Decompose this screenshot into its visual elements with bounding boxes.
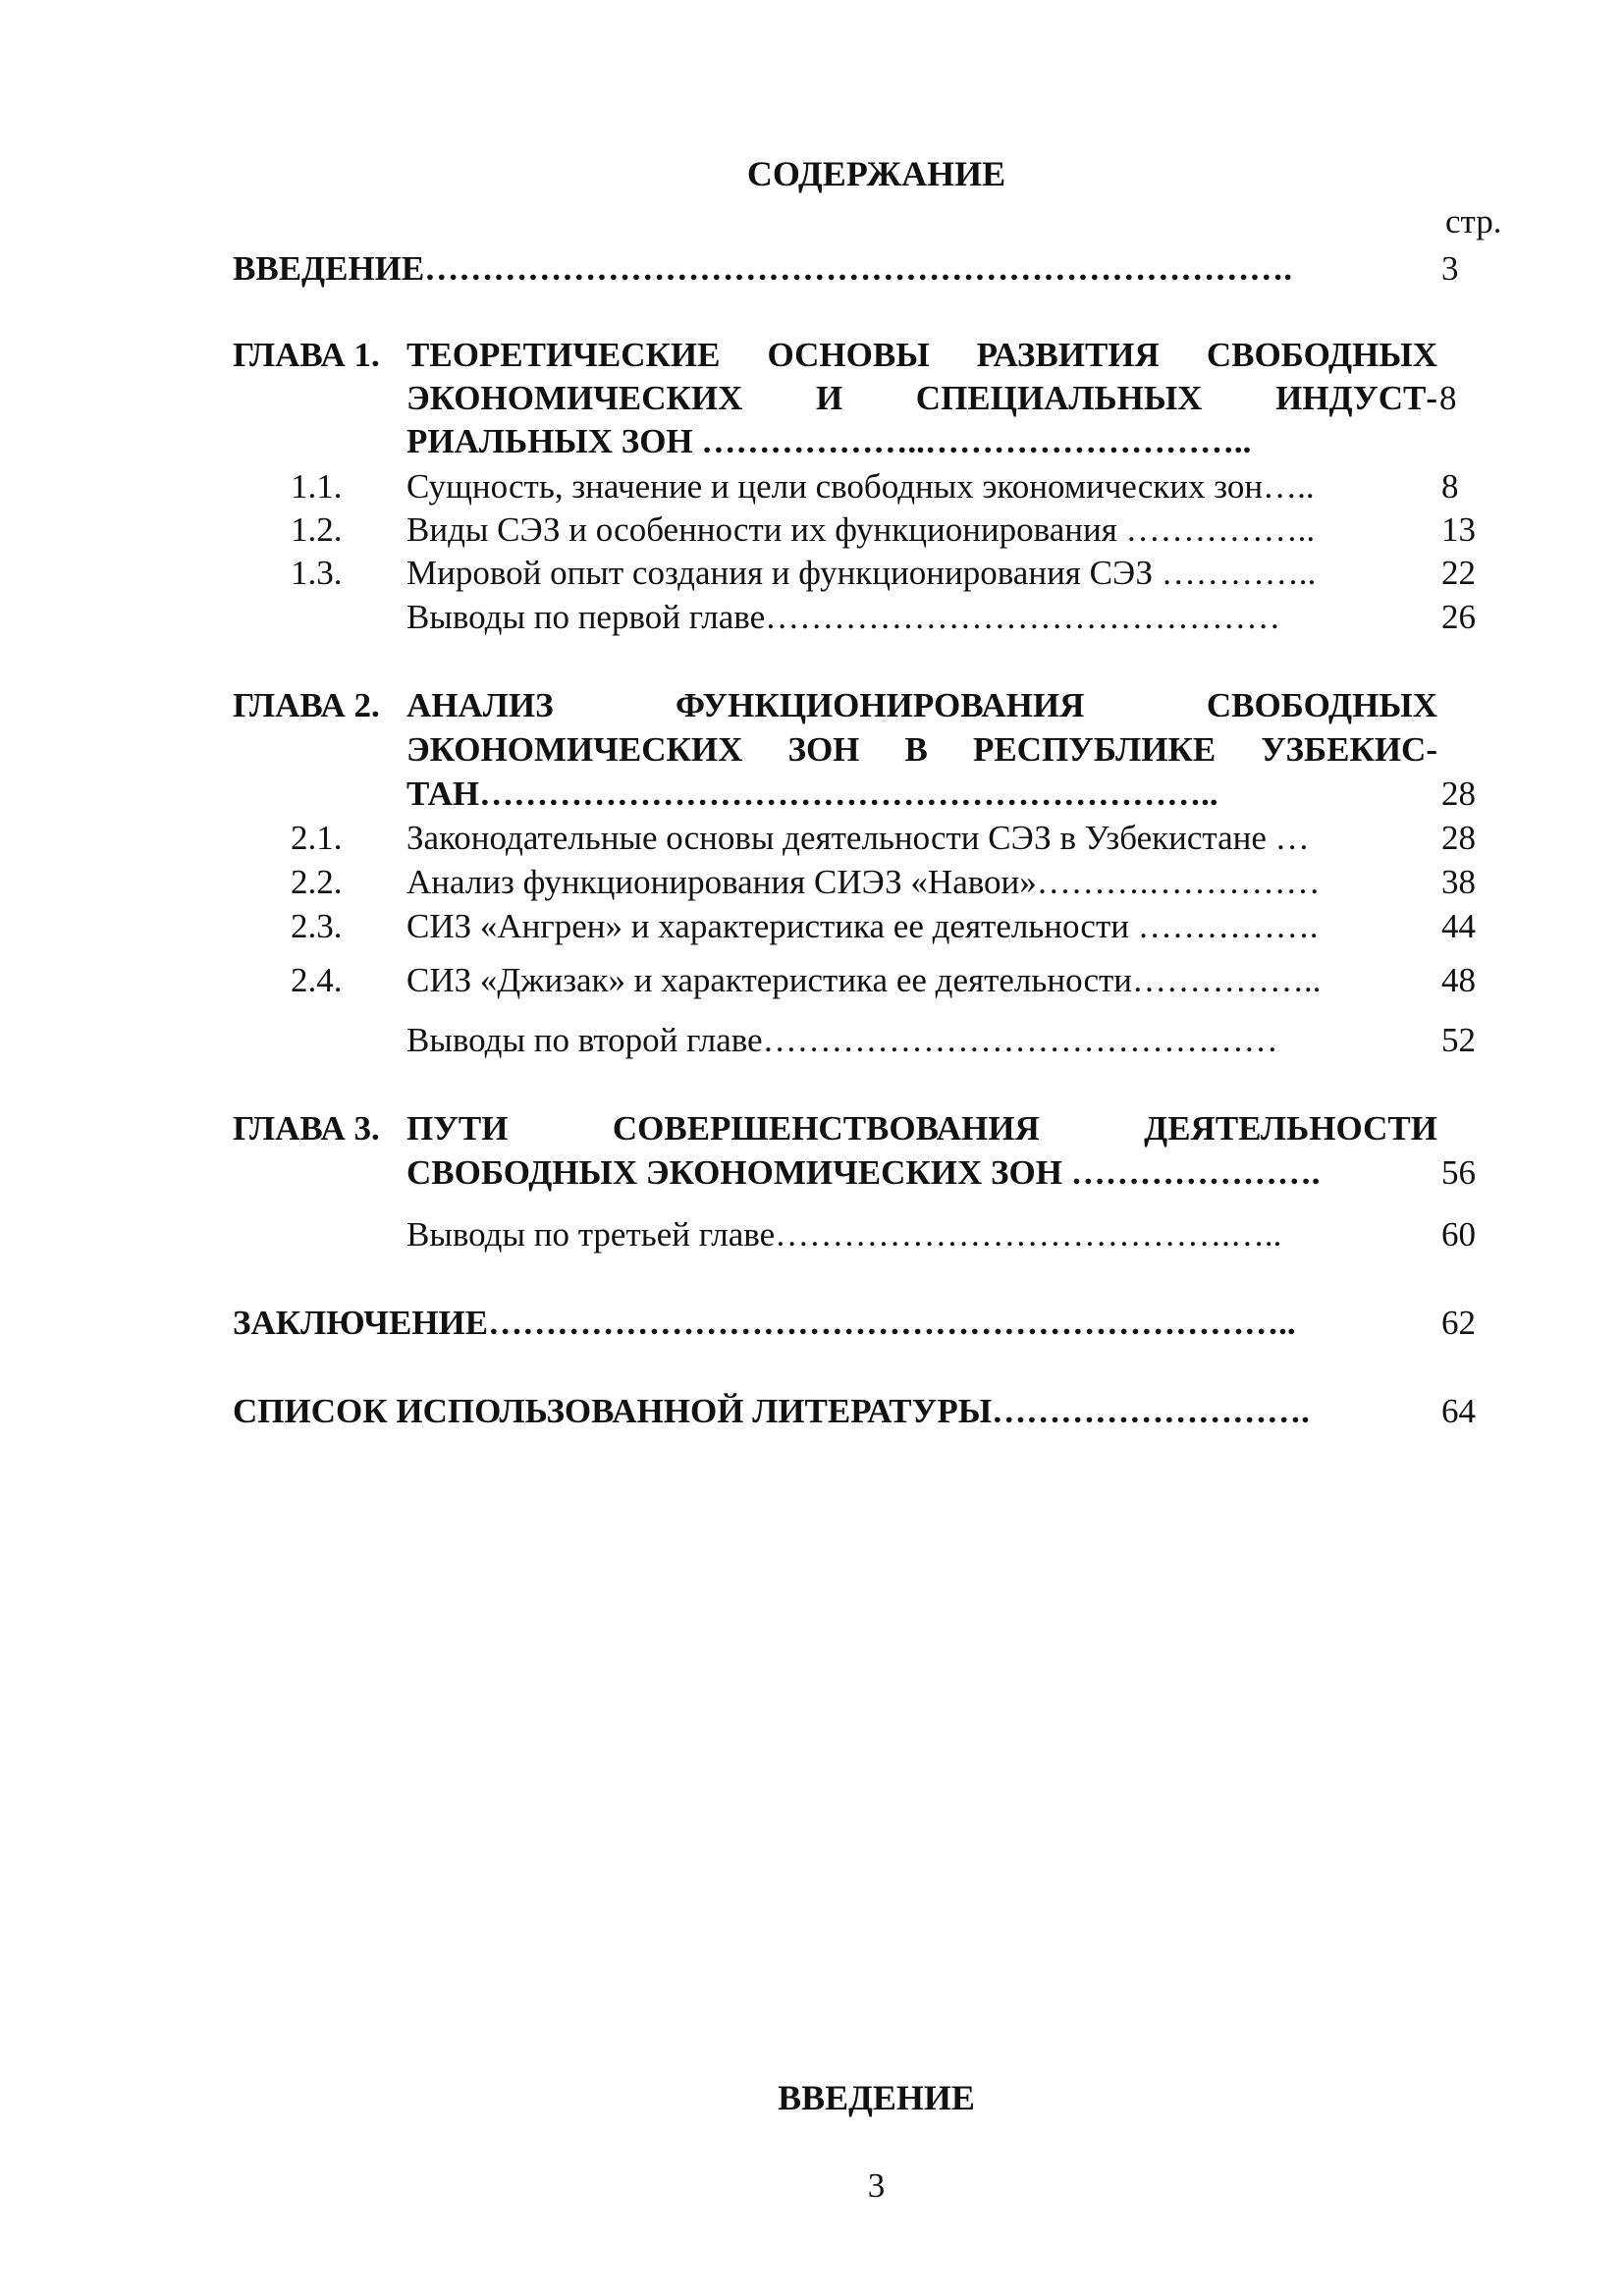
chapter-1-page: 8 bbox=[1439, 379, 1457, 417]
toc-entry-conclusion: ЗАКЛЮЧЕНИЕ…………………………………………………………….. bbox=[233, 1304, 1296, 1342]
page-column-label: стр. bbox=[1445, 202, 1502, 240]
chapter-3-conclusions-title: Выводы по третьей главе………………………………….….. bbox=[406, 1215, 1282, 1254]
chapter-3-conclusions-page: 60 bbox=[1441, 1215, 1476, 1254]
toc-entry-intro: ВВЕДЕНИЕ…………………………………………………………………. bbox=[233, 249, 1293, 288]
chapter-1-label: ГЛАВА 1. bbox=[233, 336, 380, 374]
section-2-1-num: 2.1. bbox=[291, 819, 343, 857]
section-2-3-num: 2.3. bbox=[291, 907, 343, 945]
chapter-2-conclusions-title: Выводы по второй главе……………………………………… bbox=[406, 1021, 1278, 1059]
toc-entry-references: СПИСОК ИСПОЛЬЗОВАННОЙ ЛИТЕРАТУРЫ………………………. bbox=[233, 1392, 1310, 1430]
chapter-2-label: ГЛАВА 2. bbox=[233, 686, 380, 724]
chapter-2-title-line-3: ТАН……………………………………………………….. bbox=[406, 774, 1218, 813]
chapter-2-title-line-1: АНАЛИЗ ФУНКЦИОНИРОВАНИЯ СВОБОДНЫХ bbox=[406, 686, 1437, 724]
section-2-4-title: СИЗ «Джизак» и характеристика ее деятельности…………….. bbox=[406, 961, 1322, 999]
section-1-3-num: 1.3. bbox=[291, 554, 343, 592]
section-2-3-title: СИЗ «Ангрен» и характеристика ее деятельности ……………. bbox=[406, 907, 1319, 945]
chapter-3-page: 56 bbox=[1441, 1153, 1476, 1192]
chapter-1-title-line-3: РИАЛЬНЫХ ЗОН ………………..……………………….. bbox=[406, 422, 1252, 460]
chapter-1-title-line-1: ТЕОРЕТИЧЕСКИЕ ОСНОВЫ РАЗВИТИЯ СВОБОДНЫХ bbox=[406, 336, 1437, 374]
chapter-3-label: ГЛАВА 3. bbox=[233, 1109, 380, 1148]
section-2-2-title: Анализ функционирования СИЭЗ «Навои»……….…………… bbox=[406, 863, 1321, 901]
section-1-3-title: Мировой опыт создания и функционирования СЭЗ ………….. bbox=[406, 554, 1317, 592]
section-2-4-page: 48 bbox=[1441, 961, 1476, 999]
chapter-1-title-line-2: ЭКОНОМИЧЕСКИХ И СПЕЦИАЛЬНЫХ ИНДУСТ- bbox=[406, 379, 1437, 417]
chapter-3-title-line-2: СВОБОДНЫХ ЭКОНОМИЧЕСКИХ ЗОН …………………. bbox=[406, 1153, 1321, 1192]
section-2-1-page: 28 bbox=[1441, 819, 1476, 857]
toc-heading: СОДЕРЖАНИЕ bbox=[746, 154, 1006, 193]
section-1-2-title: Виды СЭЗ и особенности их функционирования …………….. bbox=[406, 510, 1316, 549]
section-2-1-title: Законодательные основы деятельности СЭЗ в Узбекистане … bbox=[406, 819, 1310, 857]
chapter-2-title-line-2: ЭКОНОМИЧЕСКИХ ЗОН В РЕСПУБЛИКЕ УЗБЕКИС- bbox=[406, 730, 1437, 769]
section-1-1-title: Сущность, значение и цели свободных экономических зон….. bbox=[406, 467, 1315, 506]
section-2-3-page: 44 bbox=[1441, 907, 1476, 945]
chapter-3-title-line-1: ПУТИ СОВЕРШЕНСТВОВАНИЯ ДЕЯТЕЛЬНОСТИ bbox=[406, 1109, 1437, 1148]
section-1-1-page: 8 bbox=[1441, 467, 1459, 506]
next-section-heading: ВВЕДЕНИЕ bbox=[778, 2078, 975, 2117]
chapter-1-conclusions-title: Выводы по первой главе……………………………………… bbox=[406, 598, 1281, 636]
section-1-2-page: 13 bbox=[1441, 510, 1476, 549]
section-2-2-num: 2.2. bbox=[291, 863, 343, 901]
toc-page-conclusion: 62 bbox=[1441, 1304, 1476, 1342]
section-1-2-num: 1.2. bbox=[291, 510, 343, 549]
section-1-1-num: 1.1. bbox=[291, 467, 343, 506]
toc-page-references: 64 bbox=[1441, 1392, 1476, 1430]
section-2-2-page: 38 bbox=[1441, 863, 1476, 901]
section-1-3-page: 22 bbox=[1441, 554, 1476, 592]
section-2-4-num: 2.4. bbox=[291, 961, 343, 999]
chapter-2-conclusions-page: 52 bbox=[1441, 1021, 1476, 1059]
chapter-1-conclusions-page: 26 bbox=[1441, 598, 1476, 636]
chapter-2-page: 28 bbox=[1441, 774, 1476, 813]
page-number: 3 bbox=[867, 2166, 886, 2205]
toc-page-intro: 3 bbox=[1441, 249, 1459, 288]
